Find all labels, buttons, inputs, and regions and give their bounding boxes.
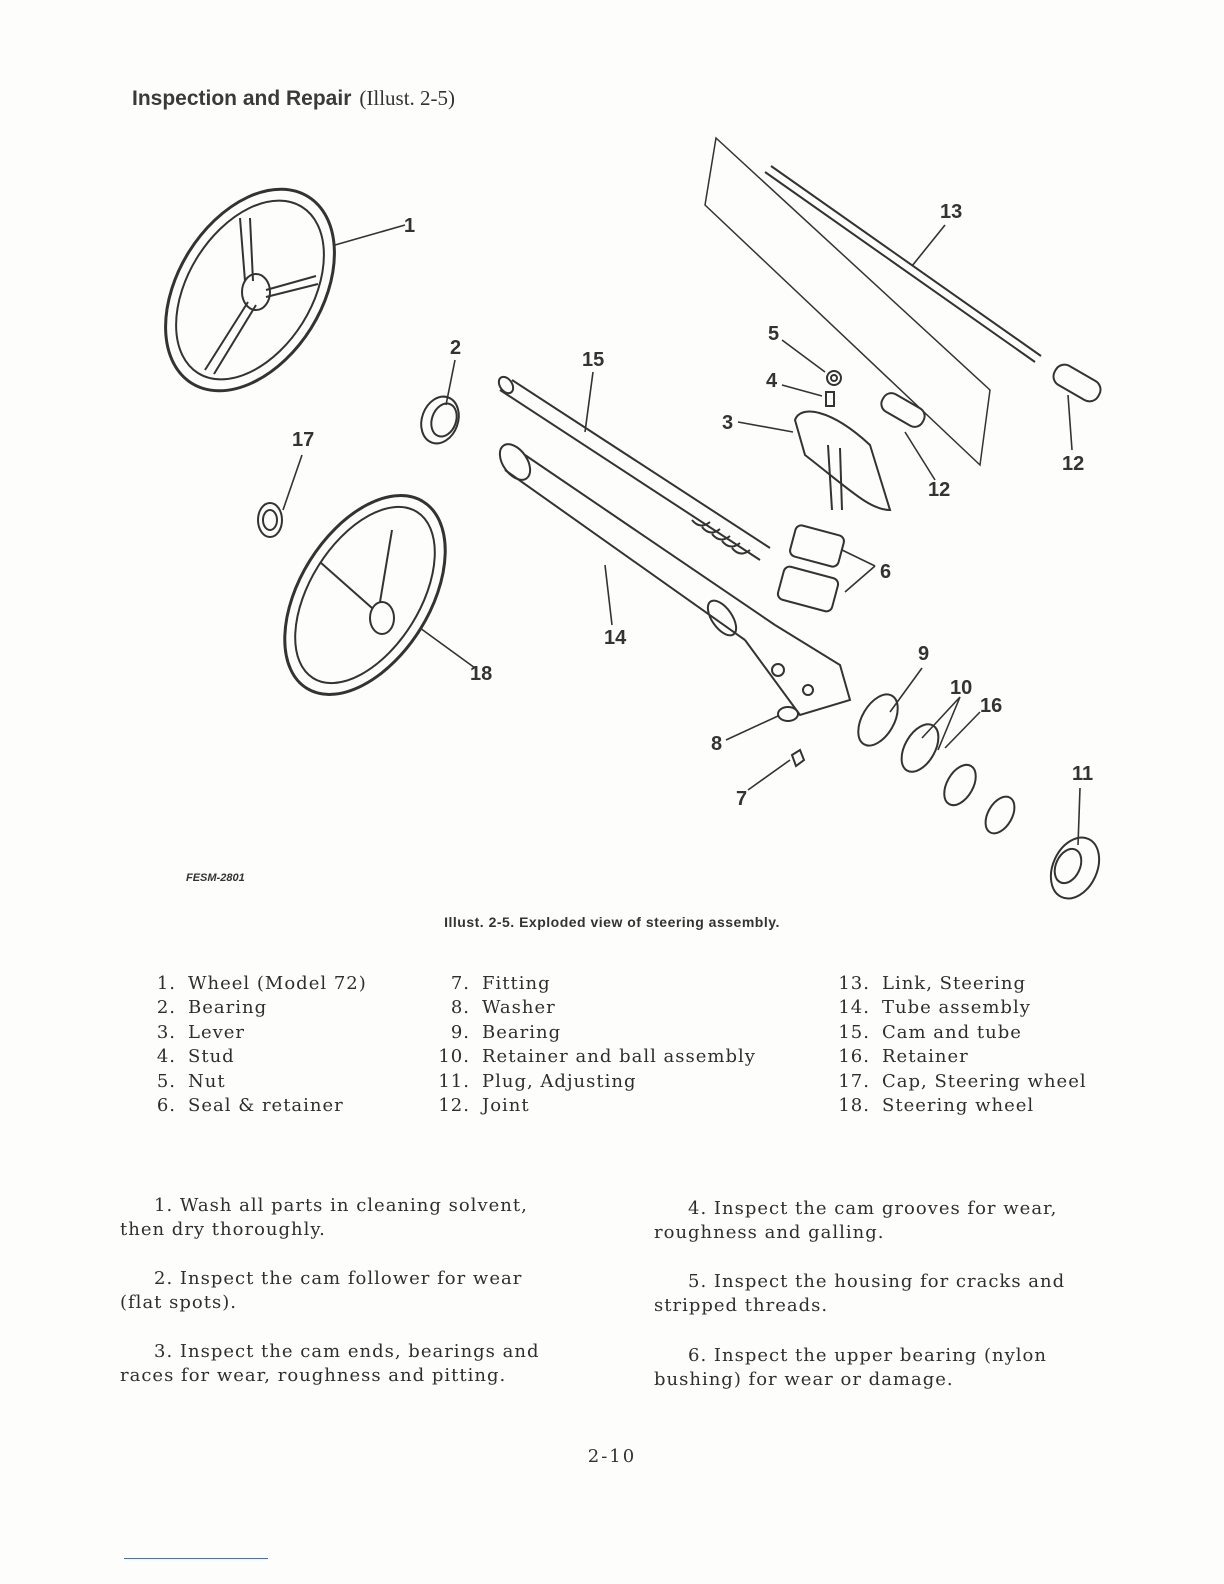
race-drawing	[980, 792, 1021, 839]
parts-list-item: 3. Lever	[156, 1021, 246, 1043]
steering-wheel-drawing	[252, 467, 479, 722]
parts-list-item: 18. Steering wheel	[838, 1095, 1035, 1117]
callout-11: 11	[1072, 763, 1094, 785]
parts-list-item: 16. Retainer	[838, 1046, 969, 1068]
parts-list-item: 8. Washer	[450, 997, 556, 1019]
wheel-model-72-drawing	[131, 159, 370, 422]
washer-drawing	[778, 707, 798, 721]
retainer-drawing	[938, 759, 983, 810]
lever-drawing	[795, 412, 890, 510]
inspection-step-5: 5. Inspect the housing for cracks and stripped threads.	[654, 1271, 1066, 1316]
inspection-step-6: 6. Inspect the upper bearing (nylon bushing) for wear or damage.	[654, 1345, 1047, 1390]
parts-list-item: 5. Nut	[156, 1070, 226, 1092]
inspection-step-1: 1. Wash all parts in cleaning solvent, then dry thoroughly.	[120, 1195, 528, 1240]
parts-list-item: 1. Wheel (Model 72)	[156, 973, 367, 994]
callout-leaders	[283, 225, 1080, 845]
inspection-step-4: 4. Inspect the cam grooves for wear, roughness and galling.	[654, 1198, 1058, 1243]
parts-list-item: 9. Bearing	[450, 1021, 562, 1043]
parts-list-column-2	[432, 972, 756, 1118]
callout-7: 7	[736, 788, 748, 810]
callout-1: 1	[404, 215, 416, 237]
callout-3: 3	[722, 412, 734, 434]
parts-list-item: 17. Cap, Steering wheel	[838, 1070, 1087, 1092]
parts-list-item: 15. Cam and tube	[838, 1021, 1022, 1043]
callout-16: 16	[980, 695, 1003, 717]
figure-caption: Illust. 2-5. Exploded view of steering assembly.	[444, 914, 780, 930]
parts-list-item: 4. Stud	[156, 1046, 235, 1068]
callout-15: 15	[582, 349, 605, 371]
bearing-drawing	[415, 391, 465, 448]
parts-list-column-3	[832, 972, 1087, 1118]
parts-list-item: 2. Bearing	[156, 997, 268, 1019]
section-heading	[132, 86, 455, 111]
parts-list-column-1	[150, 972, 367, 1118]
callout-14: 14	[604, 627, 627, 649]
cam-and-tube-drawing	[496, 374, 770, 560]
parts-list-item: 12. Joint	[438, 1095, 530, 1117]
page-number: 2-10	[587, 1446, 637, 1467]
parts-list-item: 14. Tube assembly	[838, 997, 1031, 1019]
adjusting-plug-drawing	[1042, 830, 1109, 907]
parts-list-item: 6. Seal & retainer	[156, 1095, 344, 1117]
bearing-drawing-9	[850, 688, 906, 752]
parts-list-item: 7. Fitting	[450, 973, 551, 994]
nut-drawing	[827, 371, 841, 385]
callout-10: 10	[950, 677, 973, 699]
callout-13: 13	[940, 201, 963, 223]
fitting-drawing	[792, 750, 804, 766]
callout-17: 17	[292, 429, 315, 451]
figure-code: FESM-2801	[186, 872, 245, 884]
divider	[124, 1558, 268, 1559]
inspection-step-2: 2. Inspect the cam follower for wear (flat spots).	[120, 1268, 523, 1313]
parts-list-item: 10. Retainer and ball assembly	[438, 1046, 756, 1068]
callout-18: 18	[470, 663, 493, 685]
callout-8: 8	[711, 733, 723, 755]
callout-12b: 12	[1062, 453, 1085, 475]
steering-assembly-diagram	[0, 120, 1224, 920]
callout-6: 6	[880, 561, 892, 583]
callout-4: 4	[766, 370, 778, 392]
tube-assembly-drawing	[494, 439, 850, 715]
steering-wheel-cap-drawing	[258, 503, 282, 537]
callout-12a: 12	[928, 479, 951, 501]
callout-9: 9	[918, 643, 930, 665]
section-title: Inspection and Repair	[132, 87, 352, 110]
inspection-step-3: 3. Inspect the cam ends, bearings and races for wear, roughness and pitting.	[120, 1341, 540, 1386]
seal-and-retainer-drawing	[777, 524, 846, 613]
parts-list-item: 13. Link, Steering	[838, 973, 1026, 994]
callout-5: 5	[768, 323, 780, 345]
callout-2: 2	[450, 337, 462, 359]
parts-list-item: 11. Plug, Adjusting	[438, 1070, 637, 1092]
steering-link-drawing	[705, 138, 1041, 465]
stud-drawing	[826, 392, 834, 406]
illustration-reference: (Illust. 2-5)	[359, 86, 456, 110]
